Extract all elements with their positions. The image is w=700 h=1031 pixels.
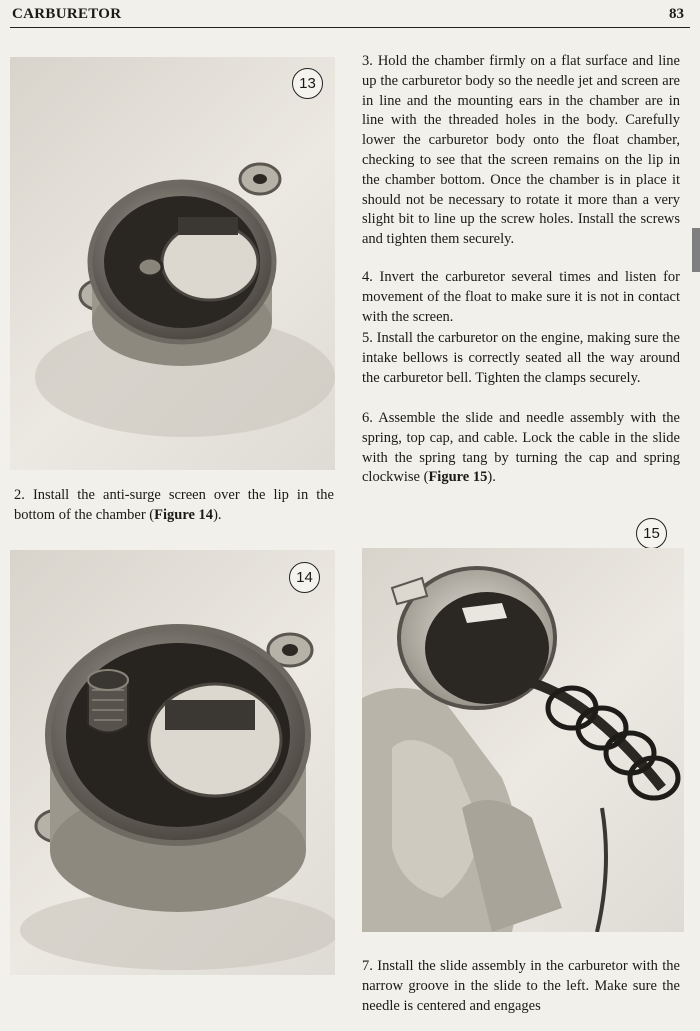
step-4-paragraph: 4. Invert the carburetor several times and listen for movement of the float to make sure it is not in contact with the screen. [362,269,680,325]
step-7-paragraph: 7. Install the slide assembly in the carburetor with the narrow groove in the slide to the left. Make sure the needle is centered and engages [362,958,680,1014]
header-rule [10,27,690,28]
figure-15-reference: Figure 15 [428,469,488,486]
chapter-thumb-tab [692,228,700,272]
step-6-end: ). [487,469,496,486]
figure-15-badge: 15 [636,518,667,549]
figure-13-badge: 13 [292,68,323,99]
figure-15-photo [362,548,684,932]
anti-surge-screen-photo-icon [10,550,335,975]
step-2-text: 2. Install the anti-surge screen over the lip in the bottom of the chamber ( [14,487,334,523]
step-6-paragraph [362,409,680,488]
page-number: 83 [669,6,684,22]
figure-14-badge: 14 [289,562,320,593]
figure-14-reference: Figure 14 [154,506,214,523]
figure-13-photo [10,57,335,470]
running-header-title: CARBURETOR [12,6,122,22]
step-3-paragraph: 3. Hold the chamber firmly on a flat surface and line up the carburetor body so the needle jet and screen are in line and the mounting ears in the chamber are in line with the threaded holes in the body. Carefully lower the carburetor body onto the float chamber, checking to see that the screen remains on the lip in the chamber bottom. Once the chamber is in place it should not be necessary to rotate it more than a very slight bit to line up the screw holes. Install the screws and tighten them securely. [362,53,680,248]
slide-spring-assembly-photo-icon [362,548,684,932]
step-6-text: 6. Assemble the slide and needle assembly with the spring, top cap, and cable. Lock the cable in the slide with the spring tang by turning the cap and spring clockwise ( [362,410,680,486]
step-5-paragraph: 5. Install the carburetor on the engine, making sure the intake bellows is correctly seated all the way around the carburetor bell. Tighten the clamps securely. [362,330,680,386]
figure-14-photo [10,550,335,975]
carburetor-float-chamber-photo-icon [10,57,335,470]
step-2-paragraph [14,486,334,526]
step-2-end: ). [213,506,222,523]
